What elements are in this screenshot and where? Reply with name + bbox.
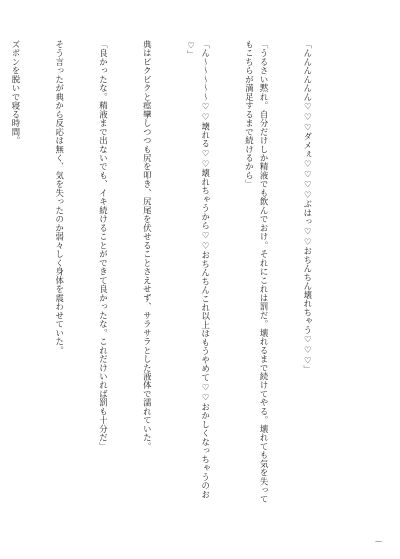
paragraph: 「良かったな。精液まで出ないでも、イキ続けることができて良かったな。これだけいれば罰も十分だ」 xyxy=(98,40,109,451)
paragraph: 「ん〜〜〜〜〜♡♡壊れる♡♡壊れちゃうから♡♡おちんちんこれ以上はもうやめて♡♡おかしくなっちゃうのお♡」 xyxy=(186,40,211,499)
paragraph: ズボンを脱いで寝る時間。 xyxy=(10,40,21,145)
paragraph: 「んんんんんん♡♡♡ダメぇ♡♡♡♡ぶはっ♡♡おちんちん壊れちゃう♡♡♡」 xyxy=(302,40,313,374)
paragraph: 「うるさい黙れ。自分だけしか精液でも飲んでおけ。それにこれは罰だ。壊れるまで続けてやる。壊れても気を失ってもこちらが満足するまで続けるから」 xyxy=(244,40,270,504)
page-number: — xyxy=(375,537,382,545)
paragraph: そう言ったが典から反応は無く、気を失ったのか弱々しく身体を震わせていた。 xyxy=(54,40,65,355)
vertical-text-body xyxy=(10,40,344,510)
paragraph: 典はビクビクと痙攣しつつも尻を叩き、尻尾を伏せることさえせず、サラサラとした液体で濡れていた。 xyxy=(142,40,153,451)
